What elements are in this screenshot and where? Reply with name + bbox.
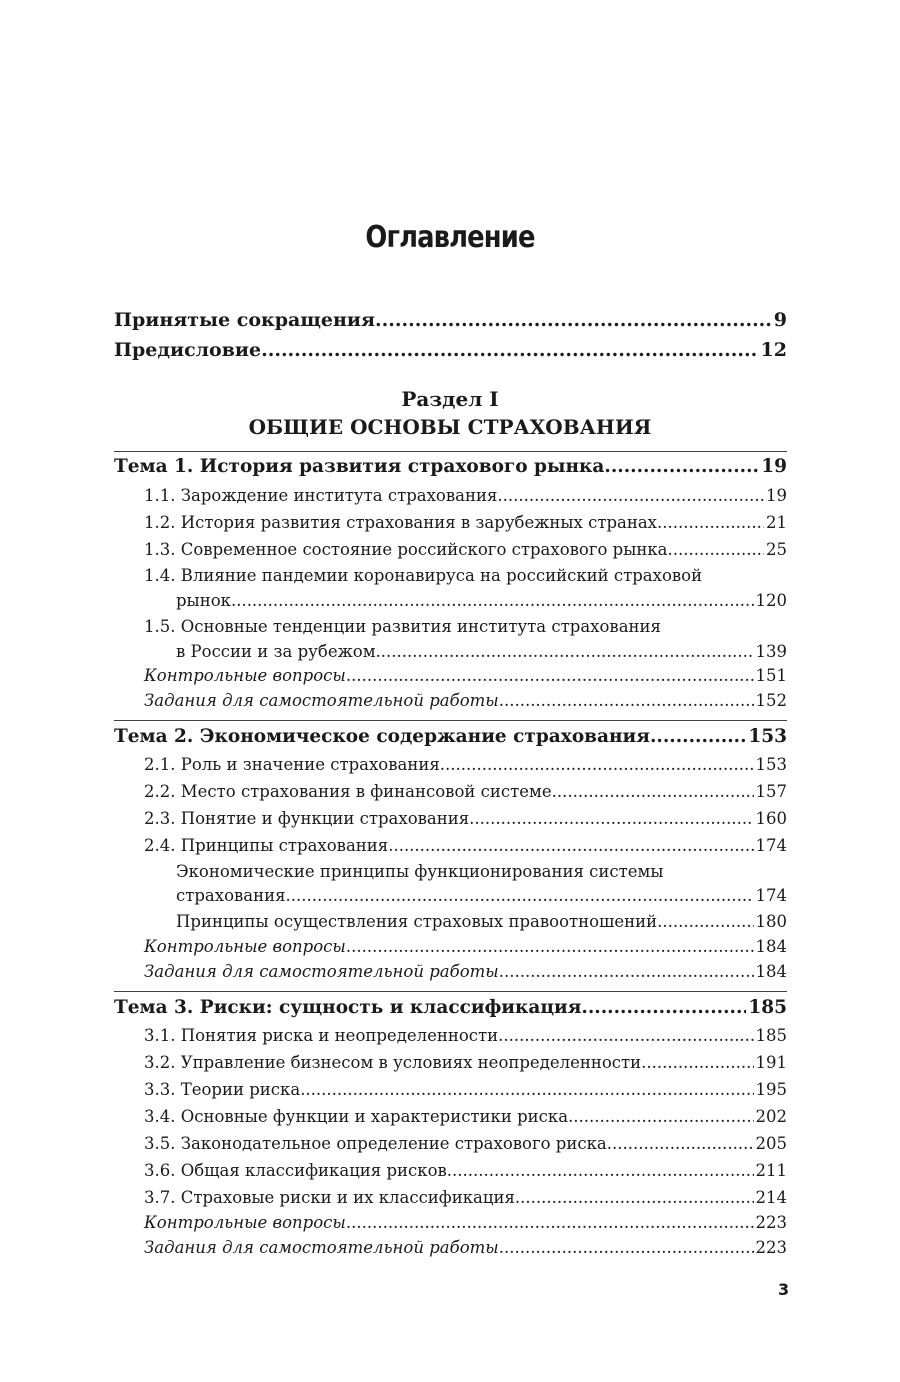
toc-entry[interactable]: 3.1. Понятия риска и неопределенности ..... 185: [144, 1025, 787, 1047]
page-ref: 180: [755, 912, 787, 931]
toc-entry[interactable]: 1.3. Современное состояние российского страхового рынка ..... 25: [144, 539, 787, 561]
toc-entry[interactable]: 2.2. Место страхования в финансовой системе ..... 157: [144, 781, 787, 803]
toc-entry[interactable]: 3.3. Теории риска ..... 195: [144, 1079, 787, 1101]
page-ref: 19: [761, 456, 787, 477]
section-name: ОБЩИЕ ОСНОВЫ СТРАХОВАНИЯ: [248, 415, 652, 439]
page-ref: 12: [760, 339, 787, 361]
toc-entry-questions[interactable]: Контрольные вопросы ..... 184: [144, 936, 787, 958]
page-ref: 184: [755, 962, 787, 981]
page-ref: 151: [755, 666, 787, 685]
toc-entry-questions[interactable]: Контрольные вопросы ..... 151: [144, 665, 787, 687]
toc-entry-tasks[interactable]: Задания для самостоятельной работы ..... 184: [144, 961, 787, 983]
toc-entry[interactable]: рынок ..... 120: [176, 590, 787, 612]
toc-subentry[interactable]: страхования ..... 174: [176, 885, 787, 907]
page-ref: 21: [766, 513, 787, 532]
toc-entry[interactable]: 2.1. Роль и значение страхования ..... 153: [144, 754, 787, 776]
toc-entry-preface[interactable]: Предисловие ..... 12: [114, 339, 787, 361]
page-ref: 152: [755, 691, 787, 710]
toc-entry[interactable]: 3.7. Страховые риски и их классификация ..... 214: [144, 1187, 787, 1209]
page-ref: 195: [755, 1080, 787, 1099]
page-ref: 185: [748, 997, 787, 1018]
page-title: Оглавление: [365, 220, 535, 255]
toc-topic-heading[interactable]: Тема 3. Риски: сущность и классификация ..... 185: [114, 997, 787, 1019]
divider: [114, 991, 787, 992]
toc-topic-heading[interactable]: Тема 2. Экономическое содержание страхования ..... 153: [114, 726, 787, 748]
toc-subentry[interactable]: Принципы осуществления страховых правоотношений ..... 180: [176, 911, 787, 933]
divider: [114, 451, 787, 452]
toc-entry-abbreviations[interactable]: Принятые сокращения ..... 9: [114, 309, 787, 331]
page-ref: 25: [766, 540, 787, 559]
page-number: 3: [778, 1280, 790, 1299]
page-ref: 205: [755, 1134, 787, 1153]
page-ref: 120: [755, 591, 787, 610]
toc-entry-tasks[interactable]: Задания для самостоятельной работы ..... 152: [144, 690, 787, 712]
page-ref: 139: [755, 642, 787, 661]
page-ref: 174: [755, 886, 787, 905]
page-ref: 19: [766, 486, 787, 505]
page-ref: 211: [755, 1161, 787, 1180]
page-ref: 223: [755, 1238, 787, 1257]
page-ref: 191: [755, 1053, 787, 1072]
page-ref: 9: [773, 309, 787, 331]
page-ref: 153: [748, 726, 787, 747]
page-ref: 174: [755, 836, 787, 855]
page-ref: 184: [755, 937, 787, 956]
toc-entry[interactable]: 1.1. Зарождение института страхования ..... 19: [144, 485, 787, 507]
toc-entry[interactable]: 2.3. Понятие и функции страхования ..... 160: [144, 808, 787, 830]
toc-entry[interactable]: 3.2. Управление бизнесом в условиях неопределенности ..... 191: [144, 1052, 787, 1074]
toc-entry[interactable]: 2.4. Принципы страхования ..... 174: [144, 835, 787, 857]
divider: [114, 720, 787, 721]
section-heading: [0, 387, 900, 439]
toc-entry-tasks[interactable]: Задания для самостоятельной работы ..... 223: [144, 1237, 787, 1259]
toc-entry-questions[interactable]: Контрольные вопросы ..... 223: [144, 1212, 787, 1234]
toc-entry-line1[interactable]: 1.5. Основные тенденции развития института страхования: [144, 617, 661, 636]
page-ref: 153: [755, 755, 787, 774]
page-ref: 214: [755, 1188, 787, 1207]
page-ref: 157: [755, 782, 787, 801]
toc-entry-line1[interactable]: 1.4. Влияние пандемии коронавируса на российский страховой: [144, 566, 703, 585]
toc-subentry-line1[interactable]: Экономические принципы функционирования системы: [176, 862, 664, 881]
section-label: Раздел I: [401, 387, 499, 411]
page-ref: 223: [755, 1213, 787, 1232]
page-ref: 160: [755, 809, 787, 828]
toc-entry[interactable]: в России и за рубежом ..... 139: [176, 641, 787, 663]
toc-entry[interactable]: 1.2. История развития страхования в зарубежных странах ..... 21: [144, 512, 787, 534]
toc-entry[interactable]: 3.4. Основные функции и характеристики риска ..... 202: [144, 1106, 787, 1128]
page-ref: 185: [755, 1026, 787, 1045]
page-ref: 202: [755, 1107, 787, 1126]
toc-topic-heading[interactable]: Тема 1. История развития страхового рынка ..... 19: [114, 456, 787, 478]
toc-entry[interactable]: 3.5. Законодательное определение страхового риска ..... 205: [144, 1133, 787, 1155]
toc-entry[interactable]: 3.6. Общая классификация рисков ..... 211: [144, 1160, 787, 1182]
